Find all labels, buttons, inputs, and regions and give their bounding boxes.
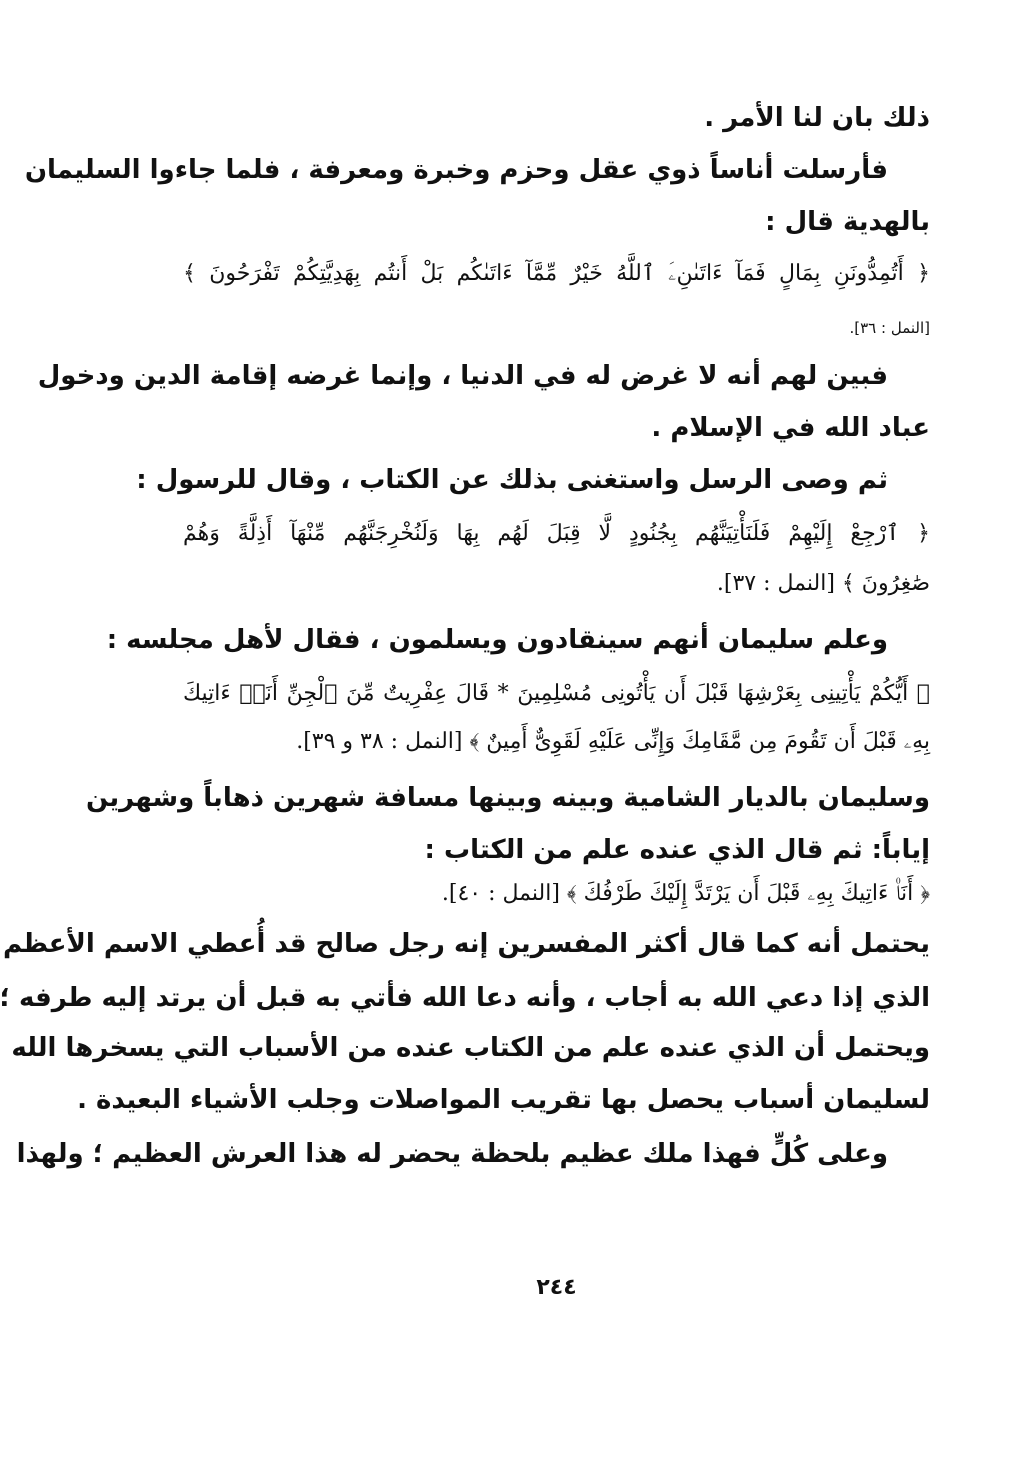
quran-verse-line: ﴿ أَتُمِدُّونَنِ بِمَالٍ فَمَآ ءَاتَىٰنِۦَ ٱللَّهُ خَيْرٌ مِّمَّآ ءَاتَىٰكُم بَلْ أَنتُم بِهَدِيَّتِكُمْ تَفْرَحُونَ ﴾: [183, 261, 930, 286]
text-line: يحتمل أنه كما قال أكثر المفسرين إنه رجل صالح قد أُعطي الاسم الأعظم: [3, 929, 930, 959]
page-number: ٢٤٤: [536, 1275, 577, 1300]
text-line: وعلم سليمان أنهم سينقادون ويسلمون ، فقال لأهل مجلسه :: [106, 625, 888, 655]
text-line: ثم وصى الرسل واستغنى بذلك عن الكتاب ، وقال للرسول :: [136, 465, 888, 495]
quran-verse-line: ﴿ ٱرْجِعْ إِلَيْهِمْ فَلَنَأْتِيَنَّهُم بِجُنُودٍ لَّا قِبَلَ لَهُم بِهَا وَلَنُخْرِجَنَّهُم مِّنْهَآ أَذِلَّةً وَهُمْ: [183, 521, 930, 546]
quran-verse-line: ﴿ أَيُّكُمْ يَأْتِينِى بِعَرْشِهَا قَبْلَ أَن يَأْتُونِى مُسْلِمِينَ * قَالَ عِفْرِيتٌ مِّنَ ٱلْجِنِّ أَنَا۠ ءَاتِيكَ: [183, 681, 930, 706]
text-line: وعلى كُلٍّ فهذا ملك عظيم بلحظة يحضر له هذا العرش العظيم ؛ ولهذا: [16, 1139, 888, 1169]
quran-verse-line: صَٰغِرُونَ ﴾ [النمل : ٣٧].: [716, 571, 930, 596]
text-line: عباد الله في الإسلام .: [651, 413, 930, 443]
quran-verse-line: بِهِۦ قَبْلَ أَن تَقُومَ مِن مَّقَامِكَ وَإِنِّى عَلَيْهِ لَقَوِىٌّ أَمِينٌ ﴾ [النمل : ٣٨ و ٣٩].: [296, 729, 930, 754]
text-line: فأرسلت أناساً ذوي عقل وحزم وخبرة ومعرفة ، فلما جاءوا السليمان: [24, 155, 888, 185]
text-line: فبين لهم أنه لا غرض له في الدنيا ، وإنما غرضه إقامة الدين ودخول: [37, 361, 888, 391]
text-line: ذلك بان لنا الأمر .: [704, 103, 930, 133]
quran-verse-line: ﴿ أَنَا۠ ءَاتِيكَ بِهِۦ قَبْلَ أَن يَرْتَدَّ إِلَيْكَ طَرْفُكَ ﴾ [النمل : ٤٠].: [441, 881, 930, 906]
verse-reference: [النمل : ٣٦].: [849, 319, 930, 337]
text-line: إياباً: ثم قال الذي عنده علم من الكتاب :: [424, 835, 930, 865]
text-line: بالهدية قال :: [765, 207, 930, 237]
text-line: لسليمان أسباب يحصل بها تقريب المواصلات وجلب الأشياء البعيدة .: [77, 1085, 930, 1115]
text-line: الذي إذا دعي الله به أجاب ، وأنه دعا الله فأتي به قبل أن يرتد إليه طرفه ؛: [0, 983, 930, 1013]
text-line: وسليمان بالديار الشامية وبينه وبينها مسافة شهرين ذهاباً وشهرين: [86, 783, 930, 813]
text-line: ويحتمل أن الذي عنده علم من الكتاب عنده من الأسباب التي يسخرها الله: [11, 1033, 930, 1063]
